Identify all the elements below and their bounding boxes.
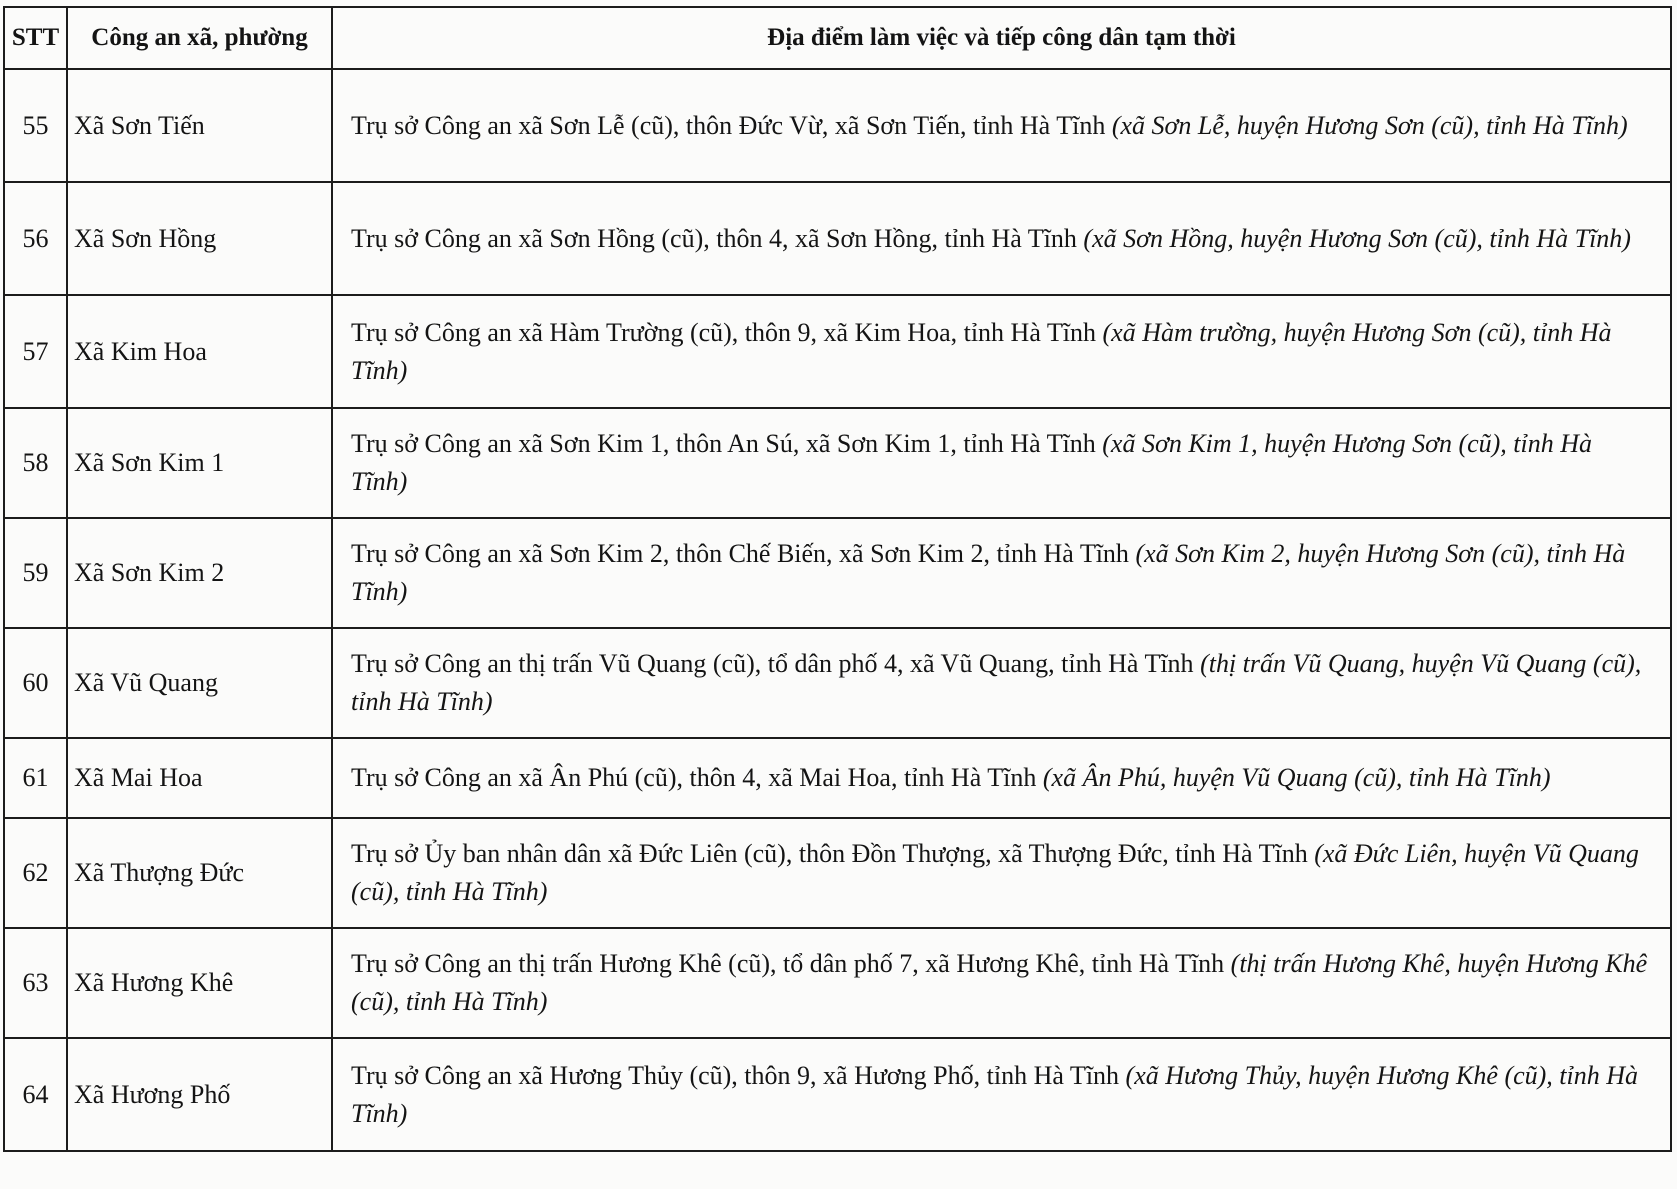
header-unit: Công an xã, phường <box>67 7 332 69</box>
table-row <box>4 628 1671 738</box>
row-unit: Xã Thượng Đức <box>67 818 332 928</box>
table-row <box>4 738 1671 818</box>
row-place <box>332 295 1671 408</box>
row-place <box>332 628 1671 738</box>
row-place <box>332 518 1671 628</box>
header-stt: STT <box>4 7 67 69</box>
row-unit: Xã Sơn Kim 1 <box>67 408 332 518</box>
place-old-unit-note: (xã Sơn Lễ, huyện Hương Sơn (cũ), tỉnh Hà Tĩnh) <box>1111 110 1628 140</box>
office-locations-table <box>3 6 1672 1152</box>
row-unit: Xã Mai Hoa <box>67 738 332 818</box>
row-place <box>332 1038 1671 1151</box>
row-unit: Xã Sơn Kim 2 <box>67 518 332 628</box>
place-old-unit-note: (xã Sơn Hồng, huyện Hương Sơn (cũ), tỉnh Hà Tĩnh) <box>1083 223 1631 253</box>
row-place <box>332 182 1671 295</box>
place-address: Trụ sở Ủy ban nhân dân xã Đức Liên (cũ), thôn Đồn Thượng, xã Thượng Đức, tỉnh Hà Tĩnh <box>351 839 1308 868</box>
row-stt: 55 <box>4 69 67 182</box>
row-stt: 63 <box>4 928 67 1038</box>
table-row <box>4 69 1671 182</box>
row-stt: 61 <box>4 738 67 818</box>
place-old-unit-note: (xã Đức Liên, huyện Vũ Quang (cũ), tỉnh Hà Tĩnh) <box>351 839 1639 906</box>
place-old-unit-note: (xã Sơn Kim 2, huyện Hương Sơn (cũ), tỉnh Hà Tĩnh) <box>351 539 1626 606</box>
place-address: Trụ sở Công an xã Sơn Kim 2, thôn Chế Biến, xã Sơn Kim 2, tỉnh Hà Tĩnh <box>351 539 1129 568</box>
place-old-unit-note: (thị trấn Vũ Quang, huyện Vũ Quang (cũ), tỉnh Hà Tĩnh) <box>351 649 1642 716</box>
row-stt: 57 <box>4 295 67 408</box>
row-place <box>332 408 1671 518</box>
row-stt: 58 <box>4 408 67 518</box>
row-stt: 60 <box>4 628 67 738</box>
place-old-unit-note: (xã Sơn Kim 1, huyện Hương Sơn (cũ), tỉnh Hà Tĩnh) <box>351 429 1593 496</box>
place-old-unit-note: (xã Ân Phú, huyện Vũ Quang (cũ), tỉnh Hà Tĩnh) <box>1042 763 1551 792</box>
table-row <box>4 1038 1671 1151</box>
row-stt: 64 <box>4 1038 67 1151</box>
row-unit: Xã Sơn Hồng <box>67 182 332 295</box>
row-place <box>332 818 1671 928</box>
row-stt: 56 <box>4 182 67 295</box>
row-unit: Xã Kim Hoa <box>67 295 332 408</box>
place-address: Trụ sở Công an xã Sơn Lễ (cũ), thôn Đức Vừ, xã Sơn Tiến, tỉnh Hà Tĩnh <box>351 110 1106 140</box>
place-address: Trụ sở Công an xã Sơn Hồng (cũ), thôn 4, xã Sơn Hồng, tỉnh Hà Tĩnh <box>351 223 1077 253</box>
header-place: Địa điểm làm việc và tiếp công dân tạm thời <box>332 7 1671 69</box>
table-row <box>4 818 1671 928</box>
row-unit: Xã Hương Phố <box>67 1038 332 1151</box>
place-address: Trụ sở Công an xã Hương Thủy (cũ), thôn 9, xã Hương Phố, tỉnh Hà Tĩnh <box>351 1060 1120 1090</box>
place-address: Trụ sở Công an xã Ân Phú (cũ), thôn 4, xã Mai Hoa, tỉnh Hà Tĩnh <box>351 763 1037 792</box>
place-address: Trụ sở Công an xã Sơn Kim 1, thôn An Sú, xã Sơn Kim 1, tỉnh Hà Tĩnh <box>351 429 1096 458</box>
place-old-unit-note: (xã Hàm trường, huyện Hương Sơn (cũ), tỉnh Hà Tĩnh) <box>351 317 1612 385</box>
row-stt: 62 <box>4 818 67 928</box>
row-unit: Xã Vũ Quang <box>67 628 332 738</box>
place-address: Trụ sở Công an thị trấn Hương Khê (cũ), tổ dân phố 7, xã Hương Khê, tỉnh Hà Tĩnh <box>351 949 1225 978</box>
table-row <box>4 518 1671 628</box>
place-old-unit-note: (thị trấn Hương Khê, huyện Hương Khê (cũ), tỉnh Hà Tĩnh) <box>351 949 1648 1016</box>
table-row <box>4 408 1671 518</box>
table-row <box>4 928 1671 1038</box>
row-unit: Xã Sơn Tiến <box>67 69 332 182</box>
row-place <box>332 69 1671 182</box>
row-unit: Xã Hương Khê <box>67 928 332 1038</box>
place-address: Trụ sở Công an thị trấn Vũ Quang (cũ), tổ dân phố 4, xã Vũ Quang, tỉnh Hà Tĩnh <box>351 649 1194 678</box>
row-place <box>332 738 1671 818</box>
table-header-row <box>4 7 1671 69</box>
table-row <box>4 295 1671 408</box>
table-row <box>4 182 1671 295</box>
row-place <box>332 928 1671 1038</box>
place-old-unit-note: (xã Hương Thủy, huyện Hương Khê (cũ), tỉnh Hà Tĩnh) <box>351 1060 1639 1128</box>
row-stt: 59 <box>4 518 67 628</box>
place-address: Trụ sở Công an xã Hàm Trường (cũ), thôn 9, xã Kim Hoa, tỉnh Hà Tĩnh <box>351 317 1097 347</box>
